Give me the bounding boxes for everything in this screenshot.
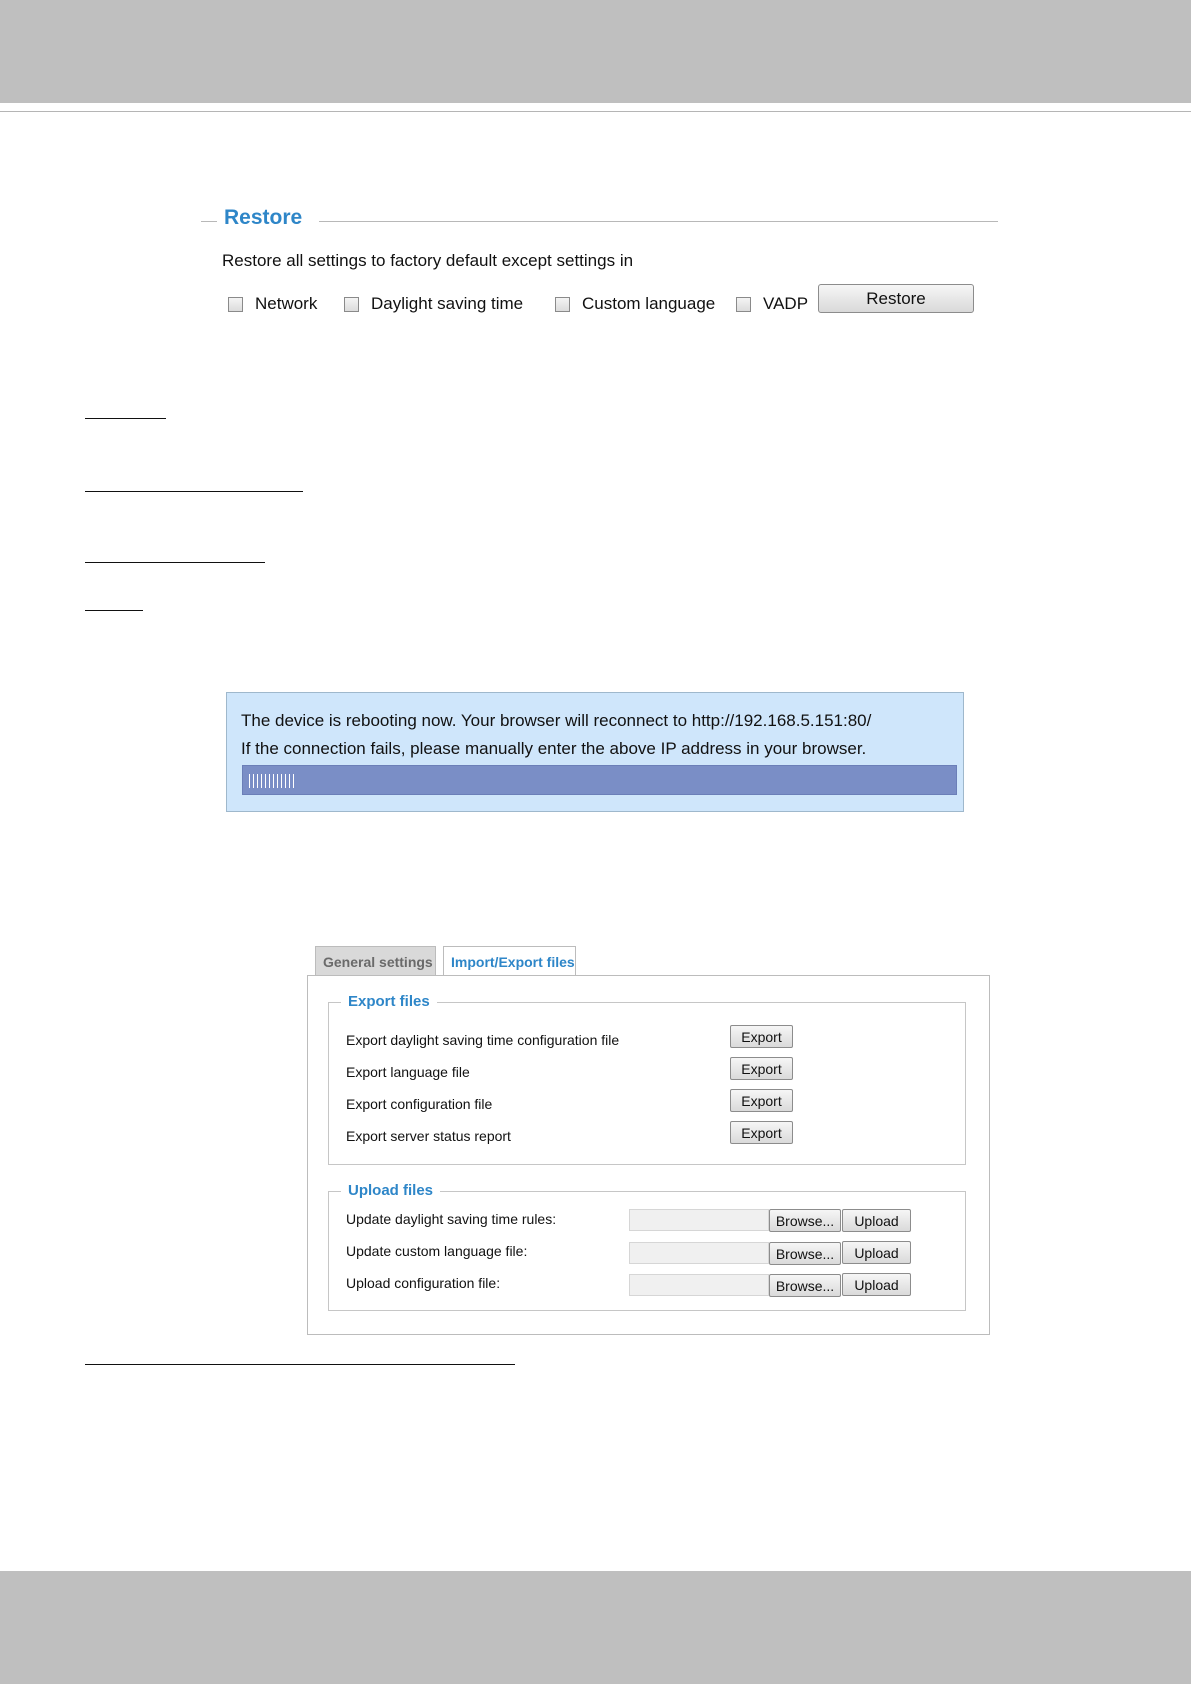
- upload-dst-upload-button[interactable]: Upload: [842, 1209, 911, 1232]
- restore-description: Restore all settings to factory default except settings in: [222, 251, 634, 270]
- export-language-label: Export language file: [346, 1064, 470, 1080]
- network-label: Network: [255, 294, 318, 313]
- upload-files-legend: Upload files: [341, 1182, 440, 1199]
- underline-rule-1: [85, 418, 166, 419]
- bottom-band: [0, 1571, 1191, 1684]
- export-config-button[interactable]: Export: [730, 1089, 793, 1112]
- upload-language-label: Update custom language file:: [346, 1243, 528, 1259]
- header-rule: [0, 111, 1191, 112]
- underline-rule-5: [85, 1364, 515, 1365]
- export-language-button[interactable]: Export: [730, 1057, 793, 1080]
- upload-config-browse-button[interactable]: Browse...: [769, 1274, 841, 1297]
- restore-button[interactable]: Restore: [818, 284, 974, 313]
- upload-dst-label: Update daylight saving time rules:: [346, 1211, 557, 1227]
- custom-language-label: Custom language: [582, 294, 716, 313]
- reboot-hint: If the connection fails, please manually enter the above IP address in your browser.: [241, 739, 867, 758]
- custom-language-checkbox[interactable]: [555, 297, 570, 312]
- underline-rule-3: [85, 562, 265, 563]
- reboot-progress-fill: [249, 774, 295, 788]
- upload-config-label: Upload configuration file:: [346, 1275, 501, 1291]
- export-status-button[interactable]: Export: [730, 1121, 793, 1144]
- reboot-progress-bar: [242, 765, 957, 795]
- reboot-message: The device is rebooting now. Your browser will reconnect to http://192.168.5.151:80/: [241, 711, 872, 730]
- daylight-saving-checkbox[interactable]: [344, 297, 359, 312]
- upload-language-upload-button[interactable]: Upload: [842, 1241, 911, 1264]
- tab-import-export-files[interactable]: Import/Export files: [443, 946, 576, 977]
- restore-title: Restore: [224, 206, 303, 229]
- upload-dst-browse-button[interactable]: Browse...: [769, 1209, 841, 1232]
- restore-legend-rule-right: [319, 221, 998, 222]
- upload-language-browse-button[interactable]: Browse...: [769, 1242, 841, 1265]
- upload-config-file-field[interactable]: [629, 1274, 769, 1296]
- upload-language-file-field[interactable]: [629, 1242, 769, 1264]
- tab-general-settings[interactable]: General settings: [315, 946, 436, 976]
- network-option[interactable]: [228, 293, 317, 315]
- underline-rule-2: [85, 491, 303, 492]
- export-config-label: Export configuration file: [346, 1096, 493, 1112]
- network-checkbox[interactable]: [228, 297, 243, 312]
- export-status-label: Export server status report: [346, 1128, 511, 1144]
- export-dst-label: Export daylight saving time configuration file: [346, 1032, 620, 1048]
- daylight-saving-label: Daylight saving time: [371, 294, 524, 313]
- upload-config-upload-button[interactable]: Upload: [842, 1273, 911, 1296]
- daylight-saving-option[interactable]: [344, 293, 523, 315]
- reboot-dialog: [226, 692, 964, 812]
- underline-rule-4: [85, 610, 143, 611]
- vadp-option[interactable]: [736, 293, 808, 315]
- export-dst-button[interactable]: Export: [730, 1025, 793, 1048]
- vadp-checkbox[interactable]: [736, 297, 751, 312]
- custom-language-option[interactable]: [555, 293, 715, 315]
- export-files-legend: Export files: [341, 993, 437, 1010]
- restore-legend-rule-left: [201, 221, 217, 222]
- vadp-label: VADP: [763, 294, 809, 313]
- upload-dst-file-field[interactable]: [629, 1209, 769, 1231]
- top-band: [0, 0, 1191, 103]
